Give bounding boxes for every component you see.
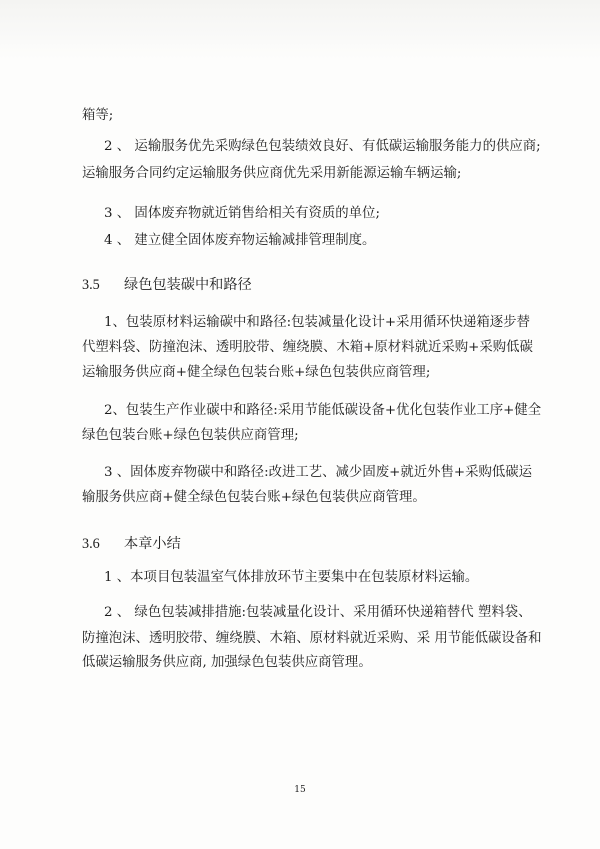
section-number: 3.6 xyxy=(82,536,100,552)
section-heading-3-5 xyxy=(82,275,252,295)
paragraph-line: 输服务供应商+健全绿色包装台账+绿色包装供应商管理。 xyxy=(82,490,426,505)
paragraph-line: 2 、 绿色包装减排措施:包装减量化设计、采用循环快递箱替代 塑料袋、 xyxy=(104,605,532,620)
section-title: 本章小结 xyxy=(124,536,181,552)
section-heading-3-6 xyxy=(82,534,181,554)
paragraph-line: 2、包装生产作业碳中和路径:采用节能低碳设备+优化包装作业工序+健全 xyxy=(104,403,542,418)
paragraph-line: 运输服务合同约定运输服务供应商优先采用新能源运输车辆运输; xyxy=(82,166,462,181)
paragraph-line: 代塑料袋、防撞泡沫、透明胶带、缠绕膜、木箱+原材料就近采购+采购低碳 xyxy=(82,340,533,355)
paragraph-line: 运输服务供应商+健全绿色包装台账+绿色包装供应商管理; xyxy=(82,365,431,380)
paragraph-line: 1 、本项目包装温室气体排放环节主要集中在包装原材料运输。 xyxy=(104,570,479,585)
paragraph-line: 绿色包装台账+绿色包装供应商管理; xyxy=(82,428,299,443)
paragraph-line: 3 、固体废弃物碳中和路径:改进工艺、减少固废+就近外售+采购低碳运 xyxy=(104,465,533,480)
paragraph-line: 4 、 建立健全固体废弃物运输减排管理制度。 xyxy=(104,233,376,248)
scan-shading xyxy=(0,0,600,60)
paragraph-line: 3 、 固体废弃物就近销售给相关有资质的单位; xyxy=(104,206,380,221)
page-number: 15 xyxy=(294,785,306,795)
section-number: 3.5 xyxy=(82,277,100,293)
section-title: 绿色包装碳中和路径 xyxy=(124,277,252,293)
paragraph-line: 防撞泡沫、透明胶带、缠绕膜、木箱、原材料就近采购、采 用节能低碳设备和 xyxy=(82,631,542,646)
paragraph-line: 低碳运输服务供应商, 加强绿色包装供应商管理。 xyxy=(82,655,372,670)
paragraph-line: 2 、 运输服务优先采购绿色包装绩效良好、有低碳运输服务能力的供应商; xyxy=(104,139,541,154)
paragraph-line: 1、包装原材料运输碳中和路径:包装减量化设计+采用循环快递箱逐步替 xyxy=(104,315,530,330)
paragraph-line: 箱等; xyxy=(82,108,114,123)
